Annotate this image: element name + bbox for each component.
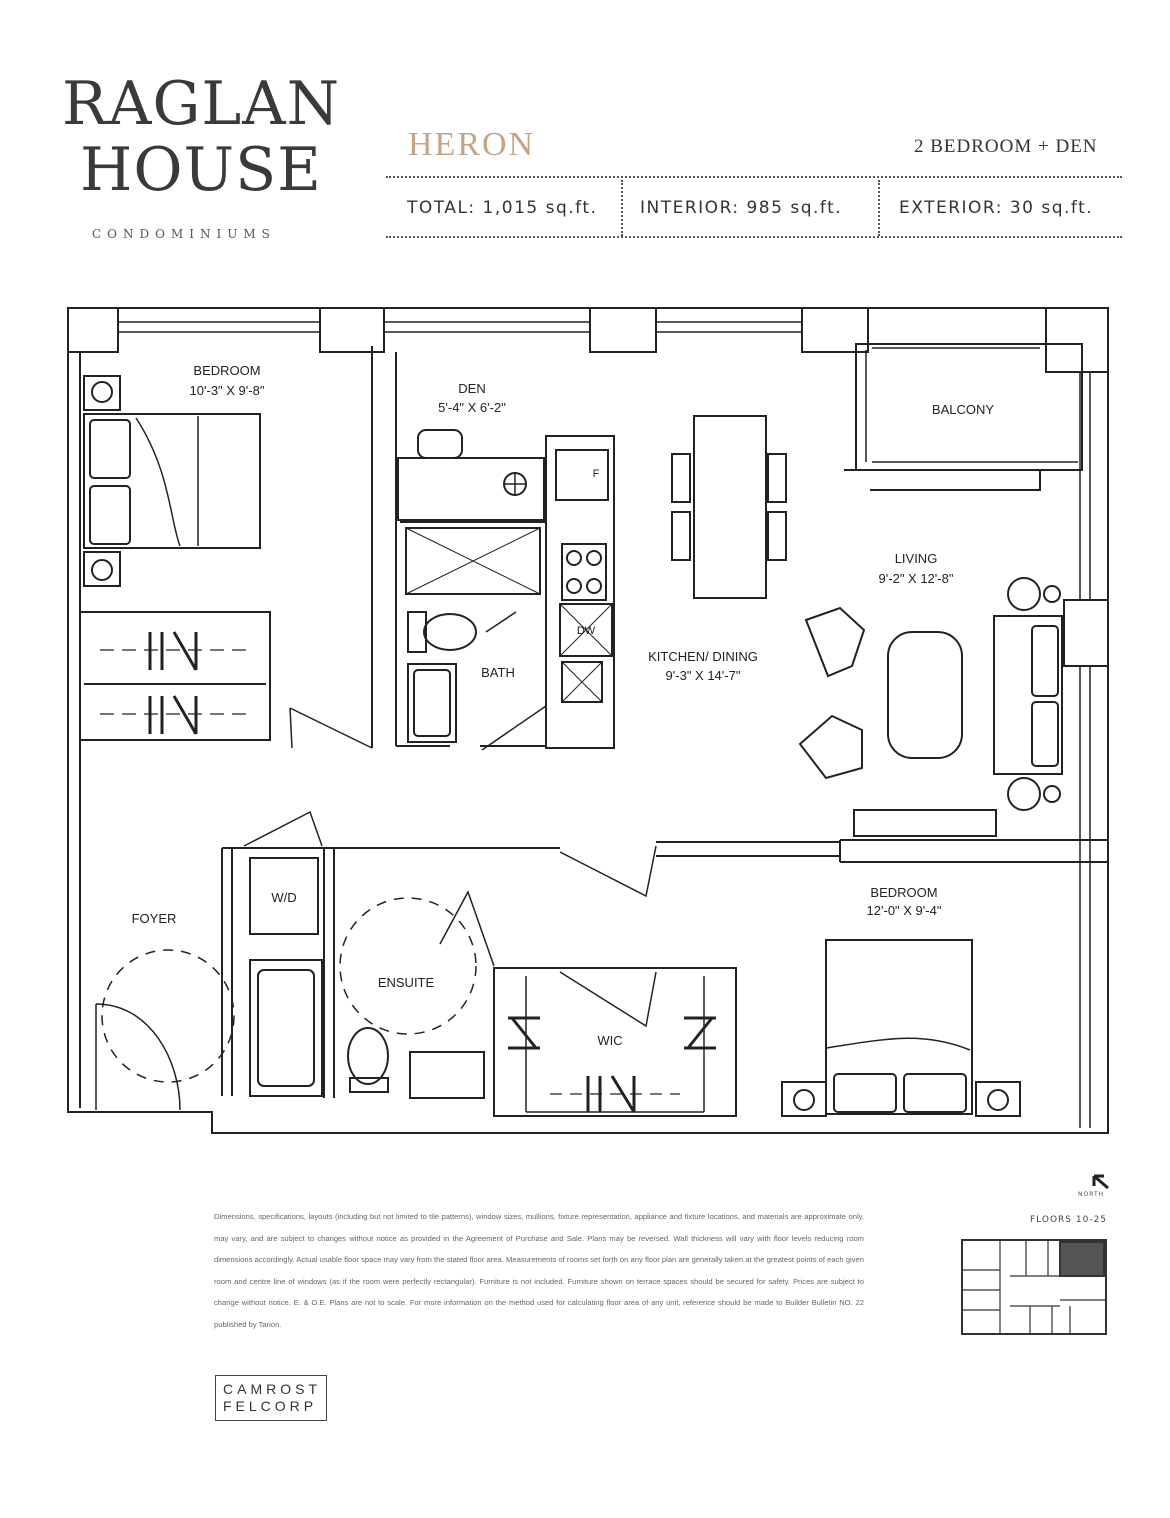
foyer-turning-circle: [102, 950, 234, 1082]
closet-slider: [150, 632, 196, 670]
exterior-wall: [68, 308, 1108, 1133]
wic-rod-east: [684, 1018, 716, 1048]
wd-door: [244, 812, 322, 846]
developer-logo-line2: FELCORP: [223, 1398, 318, 1414]
bedroom1-bed: [84, 414, 260, 548]
lamp-icon: [92, 382, 112, 402]
foyer-label: FOYER: [131, 911, 177, 926]
ensuite-west-wall: [222, 848, 560, 1096]
bedroom2-door: [560, 846, 656, 896]
den-desk: [398, 458, 544, 520]
den-dims: 5'-4" X 6'-2": [438, 400, 506, 415]
living-label: LIVING: [894, 551, 938, 566]
kitchen-label: KITCHEN/ DINING: [648, 649, 758, 664]
ensuite-turning-circle: [340, 898, 476, 1034]
windows-north: [118, 322, 802, 332]
bath-vanity: [408, 664, 456, 742]
dining-chair: [768, 512, 786, 560]
den-chair: [418, 430, 462, 458]
north-arrow-icon: [1094, 1176, 1108, 1188]
fridge: [556, 450, 608, 500]
lamp-icon: [1044, 786, 1060, 802]
lamp-icon: [794, 1090, 814, 1110]
developer-logo: [215, 1375, 327, 1421]
tv-console: [854, 810, 996, 836]
bedroom1-label: BEDROOM: [193, 363, 261, 378]
lamp-icon: [1044, 586, 1060, 602]
ensuite-label: ENSUITE: [377, 975, 435, 990]
pier-1: [68, 308, 118, 352]
lamp-icon: [988, 1090, 1008, 1110]
bath-door-swing: [486, 612, 516, 632]
brand-name-line2: HOUSE: [80, 135, 322, 205]
brand-name-line1: RAGLAN: [62, 69, 341, 139]
north-label: NORTH: [1078, 1191, 1105, 1198]
wd-ensuite-wall: [324, 848, 334, 1098]
pier-3: [590, 308, 656, 352]
closet-rod: [100, 650, 250, 714]
balcony-door: [844, 470, 1040, 490]
pier-2: [320, 308, 384, 352]
kitchen-dims: 9'-3" X 14'-7": [665, 668, 741, 683]
pier-4: [802, 308, 868, 352]
windows-east: [1080, 372, 1090, 1128]
pier-5: [1046, 308, 1108, 372]
key-plan: [962, 1240, 1106, 1334]
floors-label: FLOORS 10-25: [1030, 1215, 1108, 1225]
bedroom2-dims: 12'-0" X 9'-4": [866, 903, 942, 918]
closet-slider: [150, 696, 196, 734]
den-label: DEN: [458, 381, 486, 396]
developer-logo-line1: CAMROST: [223, 1381, 321, 1397]
dining-table: [694, 416, 766, 598]
wic-rod-west: [508, 1018, 540, 1048]
dining-chair: [672, 512, 690, 560]
wic-door: [560, 972, 656, 1026]
bath-toilet-icon: [424, 614, 476, 650]
ensuite-door: [440, 892, 494, 966]
ensuite-vanity: [410, 1052, 484, 1098]
entry-door: [96, 1004, 180, 1110]
pier-6: [1064, 600, 1108, 666]
exterior-area: EXTERIOR: 30 sq.ft.: [899, 198, 1094, 218]
living-dims: 9'-2" X 12'-8": [878, 571, 954, 586]
side-table: [1008, 578, 1040, 610]
suite-type: 2 BEDROOM + DEN: [914, 136, 1098, 157]
total-area: TOTAL: 1,015 sq.ft.: [407, 198, 598, 218]
wd-label: W/D: [271, 890, 297, 905]
bathtub: [250, 960, 322, 1096]
coffee-table: [888, 632, 962, 758]
dishwasher-label: DW: [576, 625, 596, 637]
armchair: [800, 716, 862, 778]
bedroom2-north-wall: [840, 840, 1108, 862]
armchair: [806, 608, 864, 676]
wic-label: WIC: [597, 1033, 623, 1048]
bath-label: BATH: [481, 665, 515, 680]
side-table: [1008, 778, 1040, 810]
disclaimer-text: Dimensions, specifications, layouts (including but not limited to tile patterns), window sizes, mullions, fixture representation, appliance and fixture locations, and materials are approximate only, may vary, and are subject to changes without notice as provided in the Agreement of Purchase and Sale. Plans may be reversed. Wall thickness will vary with floor levels reducing room dimensions accordingly. Actual usable floor space may vary from the stated floor area. Measurements of rooms set forth on any floor plan are generally taken at the greatest points of each given room and centre line of windows (as if the room were perfectly rectangular). Furniture is not included. Furniture shown on terrace spaces should be secured for safety. Prices are subject to change without notice. E. & O.E. Plans are not to scale. For more information on the method used for calculating floor area of any unit, reference should be made to Builder Bulletin NO. 22 published by Tarion.: [214, 1212, 864, 1329]
fridge-label: F: [592, 468, 600, 480]
bedroom1-dims: 10'-3" X 9'-8": [189, 383, 265, 398]
key-plan-highlight: [1060, 1242, 1104, 1276]
dining-chair: [672, 454, 690, 502]
ensuite-toilet-icon: [348, 1028, 388, 1084]
bedroom2-bed: [826, 940, 972, 1114]
lamp-icon: [92, 560, 112, 580]
bedroom2-label: BEDROOM: [870, 885, 938, 900]
partition-wall: [656, 842, 840, 856]
suite-name: HERON: [408, 126, 536, 163]
interior-area: INTERIOR: 985 sq.ft.: [640, 198, 843, 218]
balcony-label: BALCONY: [931, 402, 995, 417]
bedroom1-door: [290, 708, 372, 748]
dining-chair: [768, 454, 786, 502]
brand-subtitle: CONDOMINIUMS: [92, 227, 276, 241]
bath-door: [482, 706, 546, 750]
